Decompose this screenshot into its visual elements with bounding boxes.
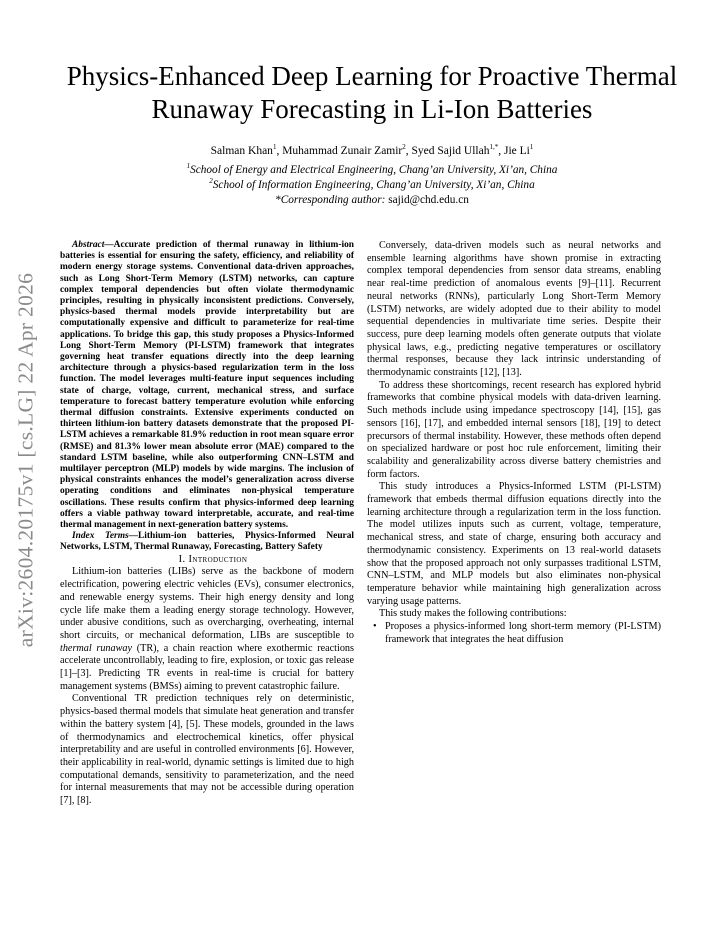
- intro-paragraph: This study introduces a Physics-Informed LSTM (PI-LSTM) framework that embeds thermal diffusion equations directly into the learning architecture through a regularization term in the loss function. The model utilizes inputs such as current, voltage, temperature, mechanical stress, and state of charge, ensuring both accuracy and thermodynamic consistency. Experiments on 13 real-world datasets show that the proposed approach not only surpasses traditional LSTM, CNN–LSTM, and MLP models but also eliminates non-physical temperature behavior while maintaining high generalization across varying usage patterns.: [367, 481, 661, 607]
- intro-paragraph: Lithium-ion batteries (LIBs) serve as the backbone of modern electrification, powering electric vehicles (EVs), consumer electronics, and renewable energy systems. Their high energy density and long cycle life make them a leading energy storage technology. However, under abusive conditions, such as overcharging, overheating, internal short circuits, or mechanical deformation, LIBs are susceptible to thermal runaway (TR), a chain reaction where exothermic reactions accelerate uncontrollably, leading to fire, explosion, or toxic gas release [1]–[3]. Predicting TR events in real-time is crucial for battery management systems (BMSs) aiming to prevent catastrophic failure.: [60, 566, 354, 692]
- index-terms: [60, 531, 354, 553]
- abstract-lead: Abstract: [72, 240, 105, 250]
- intro-paragraph: Conventional TR prediction techniques rely on deterministic, physics-based thermal models that simulate heat generation and transfer within the battery system [4], [5]. These models, grounded in the laws of thermodynamics and electrochemical kinetics, offer physical interpretability and are useful in controlled environments [6]. However, their applicability in real-world, dynamic settings is limited due to high computational demands, sensitivity to parameterization, and the need for internal measurements that may not be accessible during operation [7], [8].: [60, 693, 354, 807]
- author-name: Muhammad Zunair Zamir: [282, 145, 403, 157]
- corresponding-author-line: [60, 193, 684, 208]
- corresponding-author-email[interactable]: sajid@chd.edu.cn: [388, 194, 469, 206]
- affiliation-mark: 2: [209, 177, 213, 186]
- emphasis-term: thermal runaway: [60, 642, 133, 654]
- list-item: • Proposes a physics-informed long short-term memory (PI-LSTM) framework that integrates the heat diffusion: [385, 621, 661, 646]
- affiliation-line: [60, 178, 684, 193]
- affiliation-block: [60, 163, 684, 208]
- index-terms-text: —Lithium-ion batteries, Physics-Informed Neural Networks, LSTM, Thermal Runaway, Forecasting, Battery Safety: [60, 531, 354, 553]
- paper-title: Physics-Enhanced Deep Learning for Proactive Thermal Runaway Forecasting in Li-Ion Batteries: [66, 61, 678, 124]
- author-affiliation-mark: 1,*: [489, 143, 499, 152]
- intro-paragraph: Conversely, data-driven models such as neural networks and ensemble learning algorithms have shown promise in extracting complex temporal dependencies from sensor data streams, enabling near real-time prediction of anomalous events [9]–[11]. Recurrent neural networks (RNNs), particularly Long Short-Term Memory (LSTM) networks, are widely adopted due to their ability to model sequential dependencies in multivariate time series. Despite their success, pure deep learning models often generate outputs that violate physical laws, e.g., predicting negative temperatures or oscillatory thermal responses, because they lack intrinsic understanding of thermodynamic constraints [12], [13].: [367, 240, 661, 379]
- author-affiliation-mark: 1: [529, 143, 534, 152]
- author-name: Salman Khan: [210, 145, 273, 157]
- intro-paragraph: To address these shortcomings, recent research has explored hybrid frameworks that combine physical models with data-driven learning. Such methods include using impedance spectroscopy [14], [15], gas sensors [16], [17], and embedded internal sensors [18], [19] to detect precursors of thermal instability. However, these methods often depend on specialized hardware or post hoc rule enforcement, limiting their scalability and generalizability across diverse battery chemistries and form factors.: [367, 379, 661, 480]
- author-name: Jie Li: [503, 145, 530, 157]
- corresponding-author-label: *Corresponding author:: [275, 194, 386, 206]
- left-column: [60, 240, 354, 808]
- affiliation-text: School of Information Engineering, Chang’an University, Xi’an, China: [212, 179, 535, 191]
- contributions-list: [367, 621, 661, 646]
- right-column: [367, 240, 661, 647]
- affiliation-text: School of Energy and Electrical Engineering, Chang’an University, Xi’an, China: [190, 164, 558, 176]
- arxiv-identifier-text: arXiv:2604.20175v1 [cs.LG] 22 Apr 2026: [13, 272, 38, 648]
- author-affiliation-mark: 2: [402, 143, 406, 152]
- author-name: Syed Sajid Ullah: [411, 145, 490, 157]
- author-list: Salman Khan$^1$, Muhammad Zunair Zamir$^2$, Syed Sajid Ullah$^{1,*}$, Jie Li$^1$: [210, 143, 534, 157]
- section-heading-introduction: I. Introduction: [178, 553, 248, 565]
- arxiv-identifier-stamp: [6, 250, 46, 670]
- author-affiliation-mark: 1: [272, 143, 277, 152]
- intro-paragraph: This study makes the following contributions:: [379, 608, 567, 620]
- index-terms-lead: Index Terms: [72, 531, 129, 542]
- affiliation-mark: 1: [186, 162, 191, 171]
- abstract-text: —Accurate prediction of thermal runaway in lithium-ion batteries is essential for ensuring the safety, efficiency, and reliability of modern energy storage systems. Conventional data-driven approaches, such as Long Short-Term Memory (LSTM) networks, can capture complex temporal dependencies but often violate thermodynamic principles, resulting in physically inconsistent predictions. Conversely, physics-based thermal models provide interpretability but are computationally expensive and difficult to parameterize for real-time applications. To bridge this gap, this study proposes a Physics-Informed Long Short-Term Memory (PI-LSTM) framework that integrates governing heat transfer equations directly into the deep learning architecture through a physics-based regularization term in the loss function. The model leverages multi-feature input sequences including state of charge, voltage, current, mechanical stress, and surface temperature to forecast battery temperature evolution while enforcing thermal diffusion constraints. Extensive experiments conducted on thirteen lithium-ion battery datasets demonstrate that the proposed PI-LSTM achieves a remarkable 81.9% reduction in root mean square error (RMSE) and 81.3% lower mean absolute error (MAE) compared to the standard LSTM baseline, while also outperforming CNN–LSTM and multilayer perceptron (MLP) models by wide margins. The inclusion of physical constraints enhances the model’s generalization across diverse operating conditions and eliminates non-physical temperature oscillations. These results confirm that physics-informed deep learning offers a viable pathway toward interpretable, accurate, and real-time thermal management in next-generation battery systems.: [60, 240, 354, 531]
- abstract: [60, 240, 354, 531]
- affiliation-line: [60, 163, 684, 178]
